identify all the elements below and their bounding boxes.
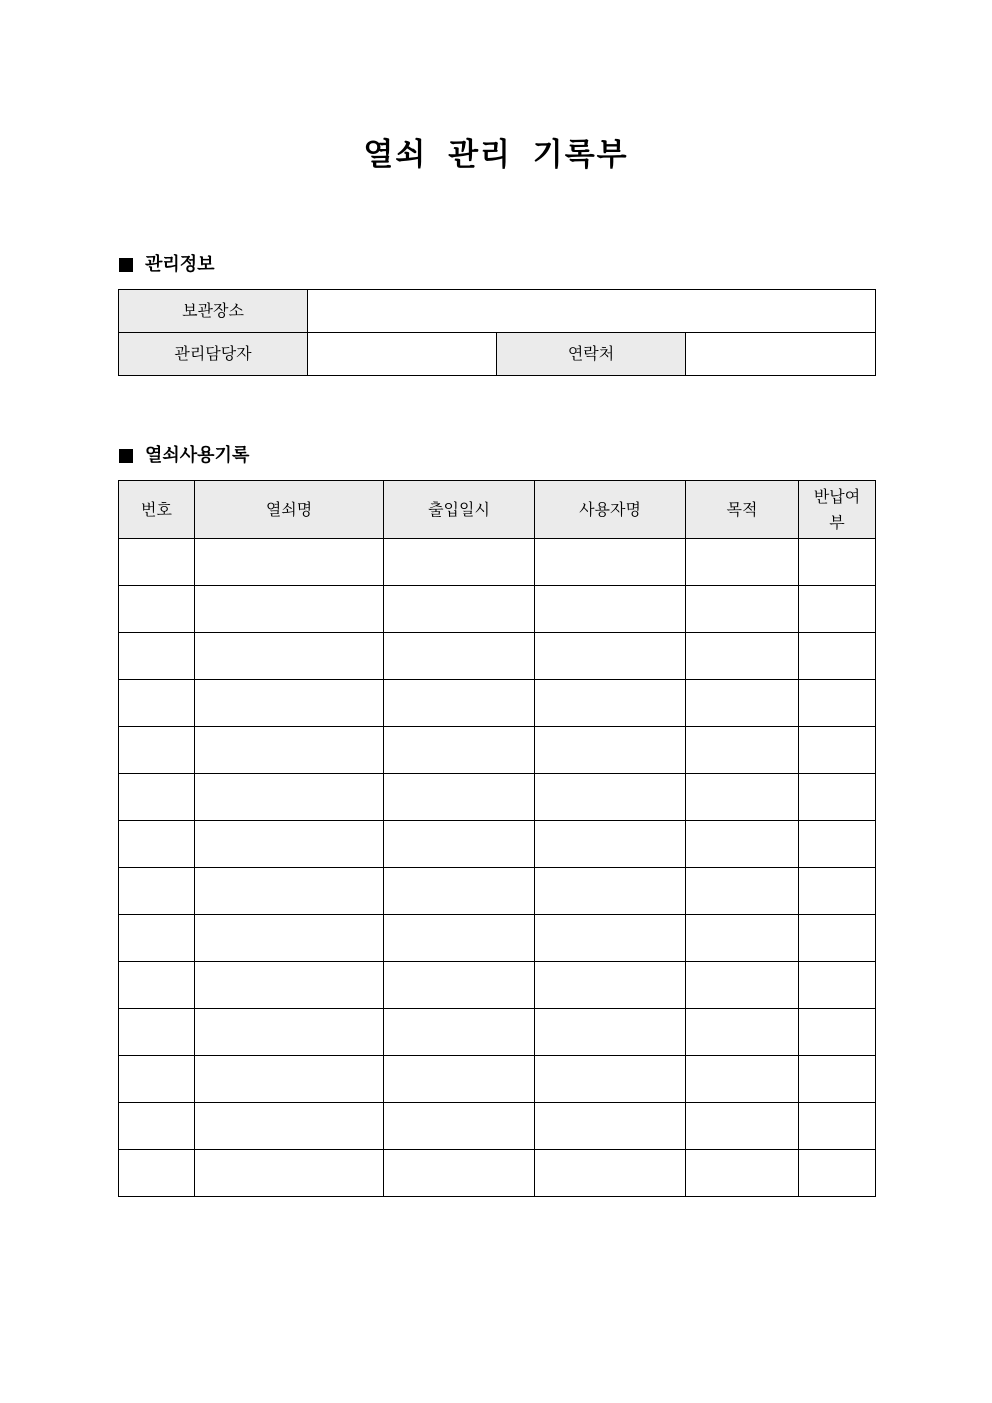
key-name-cell[interactable] bbox=[195, 1009, 384, 1056]
storage-location-field[interactable] bbox=[308, 290, 876, 333]
user-name-cell[interactable] bbox=[535, 962, 686, 1009]
table-row bbox=[119, 1009, 876, 1056]
number-cell[interactable] bbox=[119, 962, 195, 1009]
purpose-cell[interactable] bbox=[686, 821, 799, 868]
access-datetime-cell[interactable] bbox=[384, 539, 535, 586]
table-row bbox=[119, 821, 876, 868]
page-title: 열쇠 관리 기록부 bbox=[363, 137, 629, 173]
square-bullet-icon bbox=[119, 449, 133, 463]
number-cell[interactable] bbox=[119, 539, 195, 586]
square-bullet-icon bbox=[119, 258, 133, 272]
key-name-cell[interactable] bbox=[195, 915, 384, 962]
manager-label: 관리담당자 bbox=[119, 333, 308, 376]
key-name-cell[interactable] bbox=[195, 821, 384, 868]
returned-cell[interactable] bbox=[799, 680, 876, 727]
user-name-cell[interactable] bbox=[535, 821, 686, 868]
key-usage-log-table bbox=[118, 480, 876, 1197]
column-header-key-name: 열쇠명 bbox=[195, 481, 384, 539]
access-datetime-cell[interactable] bbox=[384, 1009, 535, 1056]
table-row bbox=[119, 633, 876, 680]
number-cell[interactable] bbox=[119, 727, 195, 774]
contact-label: 연락처 bbox=[497, 333, 686, 376]
key-name-cell[interactable] bbox=[195, 727, 384, 774]
access-datetime-cell[interactable] bbox=[384, 680, 535, 727]
column-header-returned-label: 반납여부 bbox=[813, 486, 861, 532]
user-name-cell[interactable] bbox=[535, 586, 686, 633]
purpose-cell[interactable] bbox=[686, 774, 799, 821]
returned-cell[interactable] bbox=[799, 821, 876, 868]
storage-location-row bbox=[119, 290, 876, 333]
log-header-row bbox=[119, 481, 876, 539]
user-name-cell[interactable] bbox=[535, 774, 686, 821]
manager-contact-row bbox=[119, 333, 876, 376]
table-row bbox=[119, 1103, 876, 1150]
management-info-table bbox=[118, 289, 876, 376]
column-header-returned bbox=[799, 481, 876, 539]
access-datetime-cell[interactable] bbox=[384, 962, 535, 1009]
returned-cell[interactable] bbox=[799, 1056, 876, 1103]
key-name-cell[interactable] bbox=[195, 962, 384, 1009]
key-name-cell[interactable] bbox=[195, 680, 384, 727]
access-datetime-cell[interactable] bbox=[384, 633, 535, 680]
returned-cell[interactable] bbox=[799, 727, 876, 774]
number-cell[interactable] bbox=[119, 1056, 195, 1103]
purpose-cell[interactable] bbox=[686, 915, 799, 962]
access-datetime-cell[interactable] bbox=[384, 868, 535, 915]
user-name-cell[interactable] bbox=[535, 1009, 686, 1056]
table-row bbox=[119, 727, 876, 774]
table-row bbox=[119, 680, 876, 727]
table-row bbox=[119, 1150, 876, 1197]
key-name-cell[interactable] bbox=[195, 774, 384, 821]
access-datetime-cell[interactable] bbox=[384, 821, 535, 868]
number-cell[interactable] bbox=[119, 1150, 195, 1197]
key-name-cell[interactable] bbox=[195, 1150, 384, 1197]
number-cell[interactable] bbox=[119, 680, 195, 727]
number-cell[interactable] bbox=[119, 774, 195, 821]
access-datetime-cell[interactable] bbox=[384, 727, 535, 774]
table-row bbox=[119, 586, 876, 633]
number-cell[interactable] bbox=[119, 1009, 195, 1056]
table-row bbox=[119, 1056, 876, 1103]
purpose-cell[interactable] bbox=[686, 868, 799, 915]
key-name-cell[interactable] bbox=[195, 1103, 384, 1150]
user-name-cell[interactable] bbox=[535, 1056, 686, 1103]
returned-cell[interactable] bbox=[799, 1009, 876, 1056]
user-name-cell[interactable] bbox=[535, 633, 686, 680]
key-usage-log-heading-label: 열쇠사용기록 bbox=[145, 445, 250, 466]
returned-cell[interactable] bbox=[799, 1150, 876, 1197]
key-name-cell[interactable] bbox=[195, 586, 384, 633]
user-name-cell[interactable] bbox=[535, 1150, 686, 1197]
purpose-cell[interactable] bbox=[686, 539, 799, 586]
key-name-cell[interactable] bbox=[195, 539, 384, 586]
key-name-cell[interactable] bbox=[195, 633, 384, 680]
log-body bbox=[119, 539, 876, 1197]
column-header-access-datetime: 출입일시 bbox=[384, 481, 535, 539]
purpose-cell[interactable] bbox=[686, 727, 799, 774]
purpose-cell[interactable] bbox=[686, 1056, 799, 1103]
manager-field[interactable] bbox=[308, 333, 497, 376]
access-datetime-cell[interactable] bbox=[384, 1056, 535, 1103]
returned-cell[interactable] bbox=[799, 774, 876, 821]
table-row bbox=[119, 539, 876, 586]
column-header-purpose: 목적 bbox=[686, 481, 799, 539]
number-cell[interactable] bbox=[119, 633, 195, 680]
number-cell[interactable] bbox=[119, 1103, 195, 1150]
user-name-cell[interactable] bbox=[535, 539, 686, 586]
purpose-cell[interactable] bbox=[686, 962, 799, 1009]
returned-cell[interactable] bbox=[799, 868, 876, 915]
returned-cell[interactable] bbox=[799, 915, 876, 962]
storage-location-label: 보관장소 bbox=[119, 290, 308, 333]
number-cell[interactable] bbox=[119, 586, 195, 633]
number-cell[interactable] bbox=[119, 868, 195, 915]
user-name-cell[interactable] bbox=[535, 1103, 686, 1150]
purpose-cell[interactable] bbox=[686, 586, 799, 633]
management-info-heading bbox=[119, 253, 215, 277]
purpose-cell[interactable] bbox=[686, 1150, 799, 1197]
returned-cell[interactable] bbox=[799, 633, 876, 680]
returned-cell[interactable] bbox=[799, 1103, 876, 1150]
table-row bbox=[119, 915, 876, 962]
user-name-cell[interactable] bbox=[535, 680, 686, 727]
key-usage-log-heading bbox=[119, 444, 249, 468]
contact-field[interactable] bbox=[686, 333, 876, 376]
number-cell[interactable] bbox=[119, 915, 195, 962]
access-datetime-cell[interactable] bbox=[384, 1150, 535, 1197]
purpose-cell[interactable] bbox=[686, 1009, 799, 1056]
key-name-cell[interactable] bbox=[195, 1056, 384, 1103]
purpose-cell[interactable] bbox=[686, 1103, 799, 1150]
management-info-heading-label: 관리정보 bbox=[145, 254, 215, 275]
key-name-cell[interactable] bbox=[195, 868, 384, 915]
returned-cell[interactable] bbox=[799, 586, 876, 633]
access-datetime-cell[interactable] bbox=[384, 774, 535, 821]
user-name-cell[interactable] bbox=[535, 727, 686, 774]
purpose-cell[interactable] bbox=[686, 680, 799, 727]
number-cell[interactable] bbox=[119, 821, 195, 868]
table-row bbox=[119, 868, 876, 915]
returned-cell[interactable] bbox=[799, 962, 876, 1009]
column-header-user-name: 사용자명 bbox=[535, 481, 686, 539]
table-row bbox=[119, 774, 876, 821]
access-datetime-cell[interactable] bbox=[384, 915, 535, 962]
returned-cell[interactable] bbox=[799, 539, 876, 586]
purpose-cell[interactable] bbox=[686, 633, 799, 680]
user-name-cell[interactable] bbox=[535, 915, 686, 962]
user-name-cell[interactable] bbox=[535, 868, 686, 915]
table-row bbox=[119, 962, 876, 1009]
column-header-number: 번호 bbox=[119, 481, 195, 539]
access-datetime-cell[interactable] bbox=[384, 586, 535, 633]
access-datetime-cell[interactable] bbox=[384, 1103, 535, 1150]
